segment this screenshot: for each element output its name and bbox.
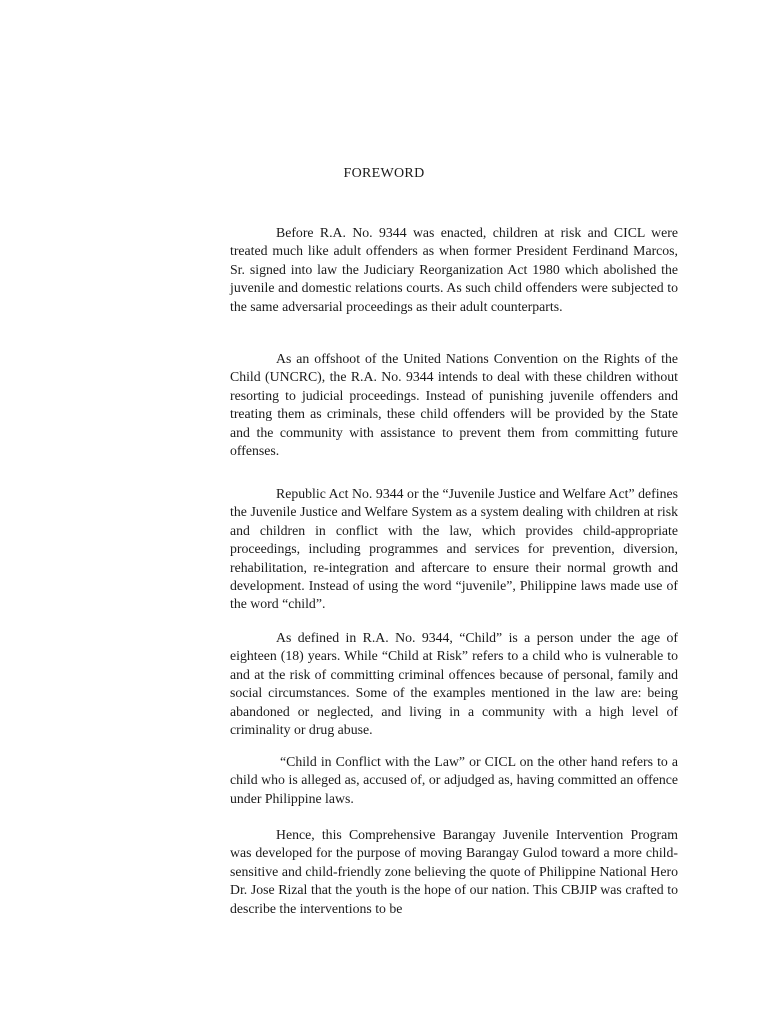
paragraph-cbjip-purpose: Hence, this Comprehensive Barangay Juvenile Intervention Program was developed for the purpose of moving Barangay Gulod toward a more child-sensitive and child-friendly zone believing the quote of Philippine National Hero Dr. Jose Rizal that the youth is the hope of our nation. This CBJIP was crafted to describe the interventions to be bbox=[230, 827, 678, 916]
paragraph-juvenile-justice-act: Republic Act No. 9344 or the “Juvenile Justice and Welfare Act” defines the Juvenile Justice and Welfare System as a system dealing with children at risk and children in conflict with the law, which provides child-appropriate proceedings, including programmes and services for prevention, diversion, rehabilitation, re-integration and aftercare to ensure their normal growth and development. Instead of using the word “juvenile”, Philippine laws made use of the word “child”. bbox=[230, 486, 678, 612]
page-title: FOREWORD bbox=[343, 166, 425, 181]
paragraph-child-definition: As defined in R.A. No. 9344, “Child” is a person under the age of eighteen (18) years. While “Child at Risk” refers to a child who is vulnerable to and at the risk of committing criminal offences because of personal, family and social circumstances. Some of the examples mentioned in the law are: being abandoned or neglected, and living in a community with a high level of criminality or drug abuse. bbox=[230, 630, 678, 738]
paragraph-ra-9344-background: Before R.A. No. 9344 was enacted, children at risk and CICL were treated much like adult offenders as when former President Ferdinand Marcos, Sr. signed into law the Judiciary Reorganization Act 1980 which abolished the juvenile and domestic relations courts. As such child offenders were subjected to the same adversarial proceedings as their adult counterparts. bbox=[230, 225, 678, 314]
paragraph-cicl-definition: “Child in Conflict with the Law” or CICL on the other hand refers to a child who is alleged as, accused of, or adjudged as, having committed an offence under Philippine laws. bbox=[230, 754, 678, 806]
paragraph-uncrc-offshoot: As an offshoot of the United Nations Convention on the Rights of the Child (UNCRC), the R.A. No. 9344 intends to deal with these children without resorting to judicial proceedings. Instead of punishing juvenile offenders and treating them as criminals, these child offenders will be provided by the State and the community with assistance to prevent them from committing future offenses. bbox=[230, 351, 678, 459]
